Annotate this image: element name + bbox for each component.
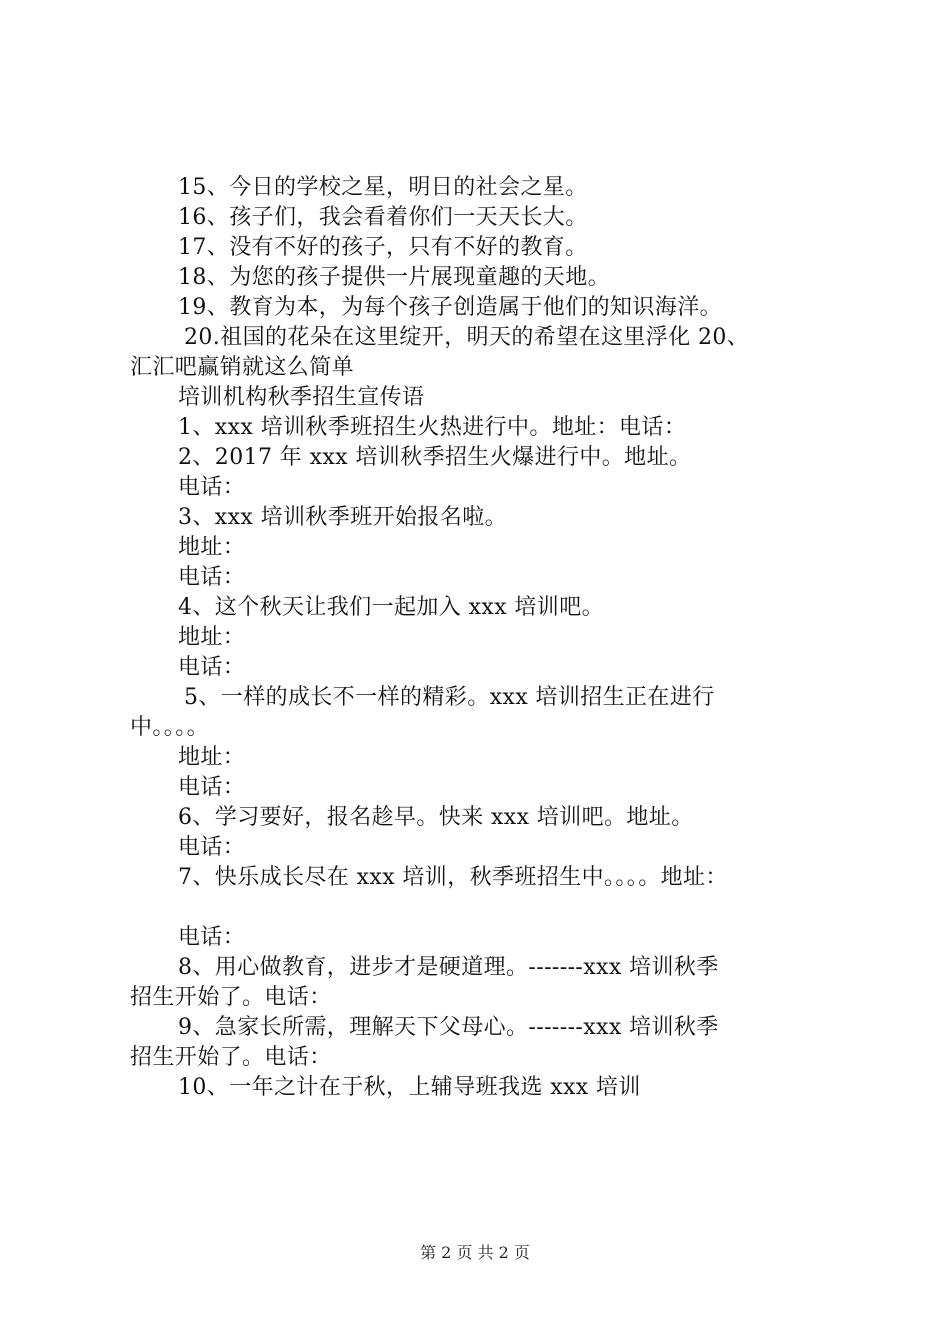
- text-line: 17、没有不好的孩子，只有不好的教育。: [178, 235, 588, 260]
- text-line: 中。。。。: [130, 715, 210, 740]
- text-line: 16、孩子们，我会看着你们一天天长大。: [178, 205, 588, 230]
- text-line: 地址：: [178, 625, 246, 650]
- text-line: 9、急家长所需，理解天下父母心。-------xxx 培训秋季: [178, 1015, 719, 1040]
- text-line: 电话：: [178, 475, 246, 500]
- text-line: 15、今日的学校之星，明日的社会之星。: [178, 175, 588, 200]
- text-line: 2、2017 年 xxx 培训秋季招生火爆进行中。地址。: [178, 445, 692, 470]
- text-line: 4、这个秋天让我们一起加入 xxx 培训吧。: [178, 595, 605, 620]
- text-line: 20.祖国的花朵在这里绽开，明天的希望在这里浮化 20、: [184, 325, 750, 350]
- text-line: 6、学习要好，报名趁早。快来 xxx 培训吧。地址。: [178, 805, 694, 830]
- blank-line: [130, 893, 835, 923]
- text-line: 5、一样的成长不一样的精彩。xxx 培训招生正在进行: [184, 685, 715, 710]
- text-line: 电话：: [178, 925, 246, 950]
- text-line: 地址：: [178, 745, 246, 770]
- text-line: 电话：: [178, 775, 246, 800]
- text-line: 汇汇吧赢销就这么简单: [130, 355, 355, 380]
- document-body: [130, 173, 835, 1103]
- text-line: 8、用心做教育，进步才是硬道理。-------xxx 培训秋季: [178, 955, 719, 980]
- text-line: 3、xxx 培训秋季班开始报名啦。: [178, 505, 508, 530]
- text-line: 7、快乐成长尽在 xxx 培训，秋季班招生中。。。。地址：: [178, 865, 728, 890]
- text-line: 10、一年之计在于秋，上辅导班我选 xxx 培训: [178, 1075, 641, 1100]
- section-heading: 培训机构秋季招生宣传语: [178, 385, 425, 410]
- text-line: 招生开始了。电话：: [130, 985, 332, 1010]
- text-line: 18、为您的孩子提供一片展现童趣的天地。: [178, 265, 610, 290]
- text-line: 地址：: [178, 535, 246, 560]
- text-line: 招生开始了。电话：: [130, 1045, 332, 1070]
- text-line: 电话：: [178, 835, 246, 860]
- page-number-footer: 第 2 页 共 2 页: [420, 1243, 530, 1262]
- text-line: 19、教育为本，为每个孩子创造属于他们的知识海洋。: [178, 295, 722, 320]
- text-line: 电话：: [178, 565, 246, 590]
- text-line: 1、xxx 培训秋季班招生火热进行中。地址：电话：: [178, 415, 687, 440]
- text-line: 电话：: [178, 655, 246, 680]
